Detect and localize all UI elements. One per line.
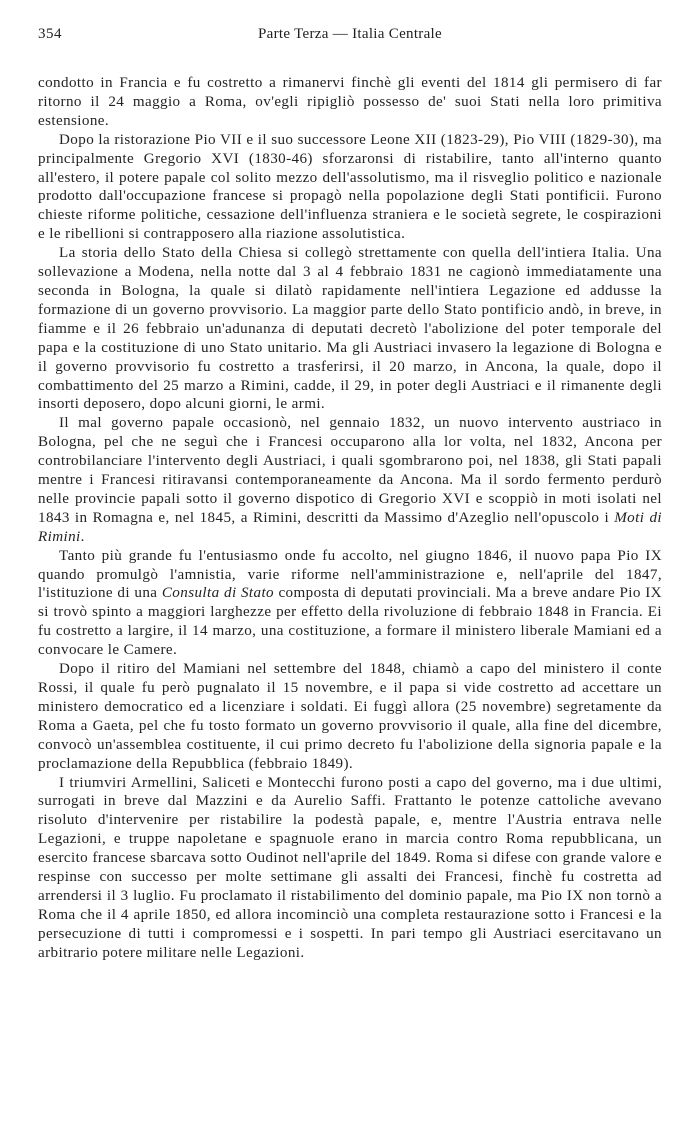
body-text xyxy=(38,74,662,963)
paragraph-4-end: . xyxy=(80,528,85,545)
running-header xyxy=(38,26,662,48)
paragraph-5 xyxy=(38,547,662,660)
italic-title-moti-di-rimini: Moti di Rimini xyxy=(38,509,662,545)
paragraph-1: condotto in Francia e fu costretto a rimanervi finchè gli eventi del 1814 gli permisero di far ritorno il 24 maggio a Roma, ov'egli ripigliò possesso de' suoi Stati nella loro primitiva estensione. xyxy=(38,75,662,129)
paragraph-2: Dopo la ristorazione Pio VII e il suo successore Leone XII (1823-29), Pio VIII (1829-30), ma principalmente Gregorio XVI (1830-46) sforzaronsi di ristabilire, tanto all'interno quanto all'estero, il potere papale col solito mezzo dell'assolutismo, ma il risveglio politico e nazionale prodotto dall'occupazione francese si propagò nella popolazione degli Stati pontificii. Furono chieste riforme politiche, cessazione dell'influenza straniera e le società segrete, le cospirazioni e le ribellioni si contrapposero alla riazione assolutistica. xyxy=(38,131,662,243)
page-number: 354 xyxy=(38,26,62,42)
paragraph-7: I triumviri Armellini, Saliceti e Montecchi furono posti a capo del governo, ma i due ultimi, surrogati in breve dal Mazzini e da Aurelio Saffi. Frattanto le potenze cattoliche avevano risoluto d'intervenire per ristabilire la podestà papale, e, mentre l'Austria entrava nelle Legazioni, e truppe napoletane e spagnuole erano in marcia contro Roma repubblicana, un esercito francese sbarcava sotto Oudinot nell'aprile del 1849. Roma si difese con grande valore e respinse con successo per molte settimane gli assalti dei Francesi, finchè fu costretta ad arrendersi il 3 luglio. Fu proclamato il ristabilimento del dominio papale, ma Pio IX non tornò a Roma che il 4 aprile 1850, ed allora incominciò una completa restaurazione sotto i Francesi e la persecuzione di tutti i compromessi e i sospetti. In pari tempo gli Austriaci esercitavano un arbitrario potere militare nelle Legazioni. xyxy=(38,774,662,961)
running-title: Parte Terza — Italia Centrale xyxy=(258,26,442,42)
italic-term-consulta-di-stato: Consulta di Stato xyxy=(161,585,275,602)
paragraph-5-end: composta di deputati provinciali. Ma a breve andare Pio IX si trovò spinto a maggiori larghezze per effetto della rivoluzione di febbraio 1848 in Francia. Ei fu costretto a largire, il 14 marzo, una costituzione, a formare il ministero liberale Mamiani ed a convocare le Camere. xyxy=(38,585,662,659)
paragraph-3: La storia dello Stato della Chiesa si collegò strettamente con quella dell'intiera Italia. Una sollevazione a Modena, nella notte dal 3 al 4 febbraio 1831 ne cagionò immediatamente una seconda in Bologna, la quale si dilatò rapidamente nell'intiera Legazione ed addusse la formazione di un governo provvisorio. La maggior parte dello Stato pontificio andò, in breve, in fiamme e il 26 febbraio un'adunanza di deputati decretò l'abolizione del poter temporale del papa e la costituzione di uno Stato unitario. Ma gli Austriaci invasero la legazione di Bologna e il governo provvisorio fu costretto a trasferirsi, il 20 marzo, in Ancona, la quale, dopo il combattimento del 25 marzo a Rimini, cadde, il 29, in poter degli Austriaci e il rimanente degli insorti deposero, dopo alcuni giorni, le armi. xyxy=(38,245,662,413)
paragraph-4 xyxy=(38,414,662,546)
paragraph-4-text: Il mal governo papale occasionò, nel gennaio 1832, un nuovo intervento austriaco in Bologna, pel che ne seguì che i Francesi occuparono alla lor volta, nel 1832, Ancona per controbilanciare l'intervento degli Austriaci, i quali sgombrarono poi, nel 1838, gli Stati papali mentre i Francesi ritiravansi contemporaneamente da Ancona. Ma il sordo fermento perdurò nelle provincie papali sotto il governo dispotico di Gregorio XVI e scoppiò in moti isolati nel 1843 in Romagna e, nel 1845, a Rimini, descritti da Massimo d'Azeglio nell'opuscolo i xyxy=(38,415,662,526)
paragraph-6: Dopo il ritiro del Mamiani nel settembre del 1848, chiamò a capo del ministero il conte Rossi, il quale fu però pugnalato il 15 novembre, e il papa si vide costretto ad accettare un ministero democratico ed a licenziare i soldati. Ei fuggì allora (25 novembre) segretamente da Roma a Gaeta, pel che fu tosto formato un governo provvisorio il quale, alla fine del dicembre, convocò un'assemblea costituente, il cui primo decreto fu l'abolizione della signoria papale e la proclamazione della Repubblica (febbraio 1849). xyxy=(38,661,662,772)
paragraph-5-text: Tanto più grande fu l'entusiasmo onde fu accolto, nel giugno 1846, il nuovo papa Pio IX quando promulgò l'amnistia, varie riforme nell'amministrazione e, nell'aprile del 1847, l'istituzione di una xyxy=(38,547,662,602)
